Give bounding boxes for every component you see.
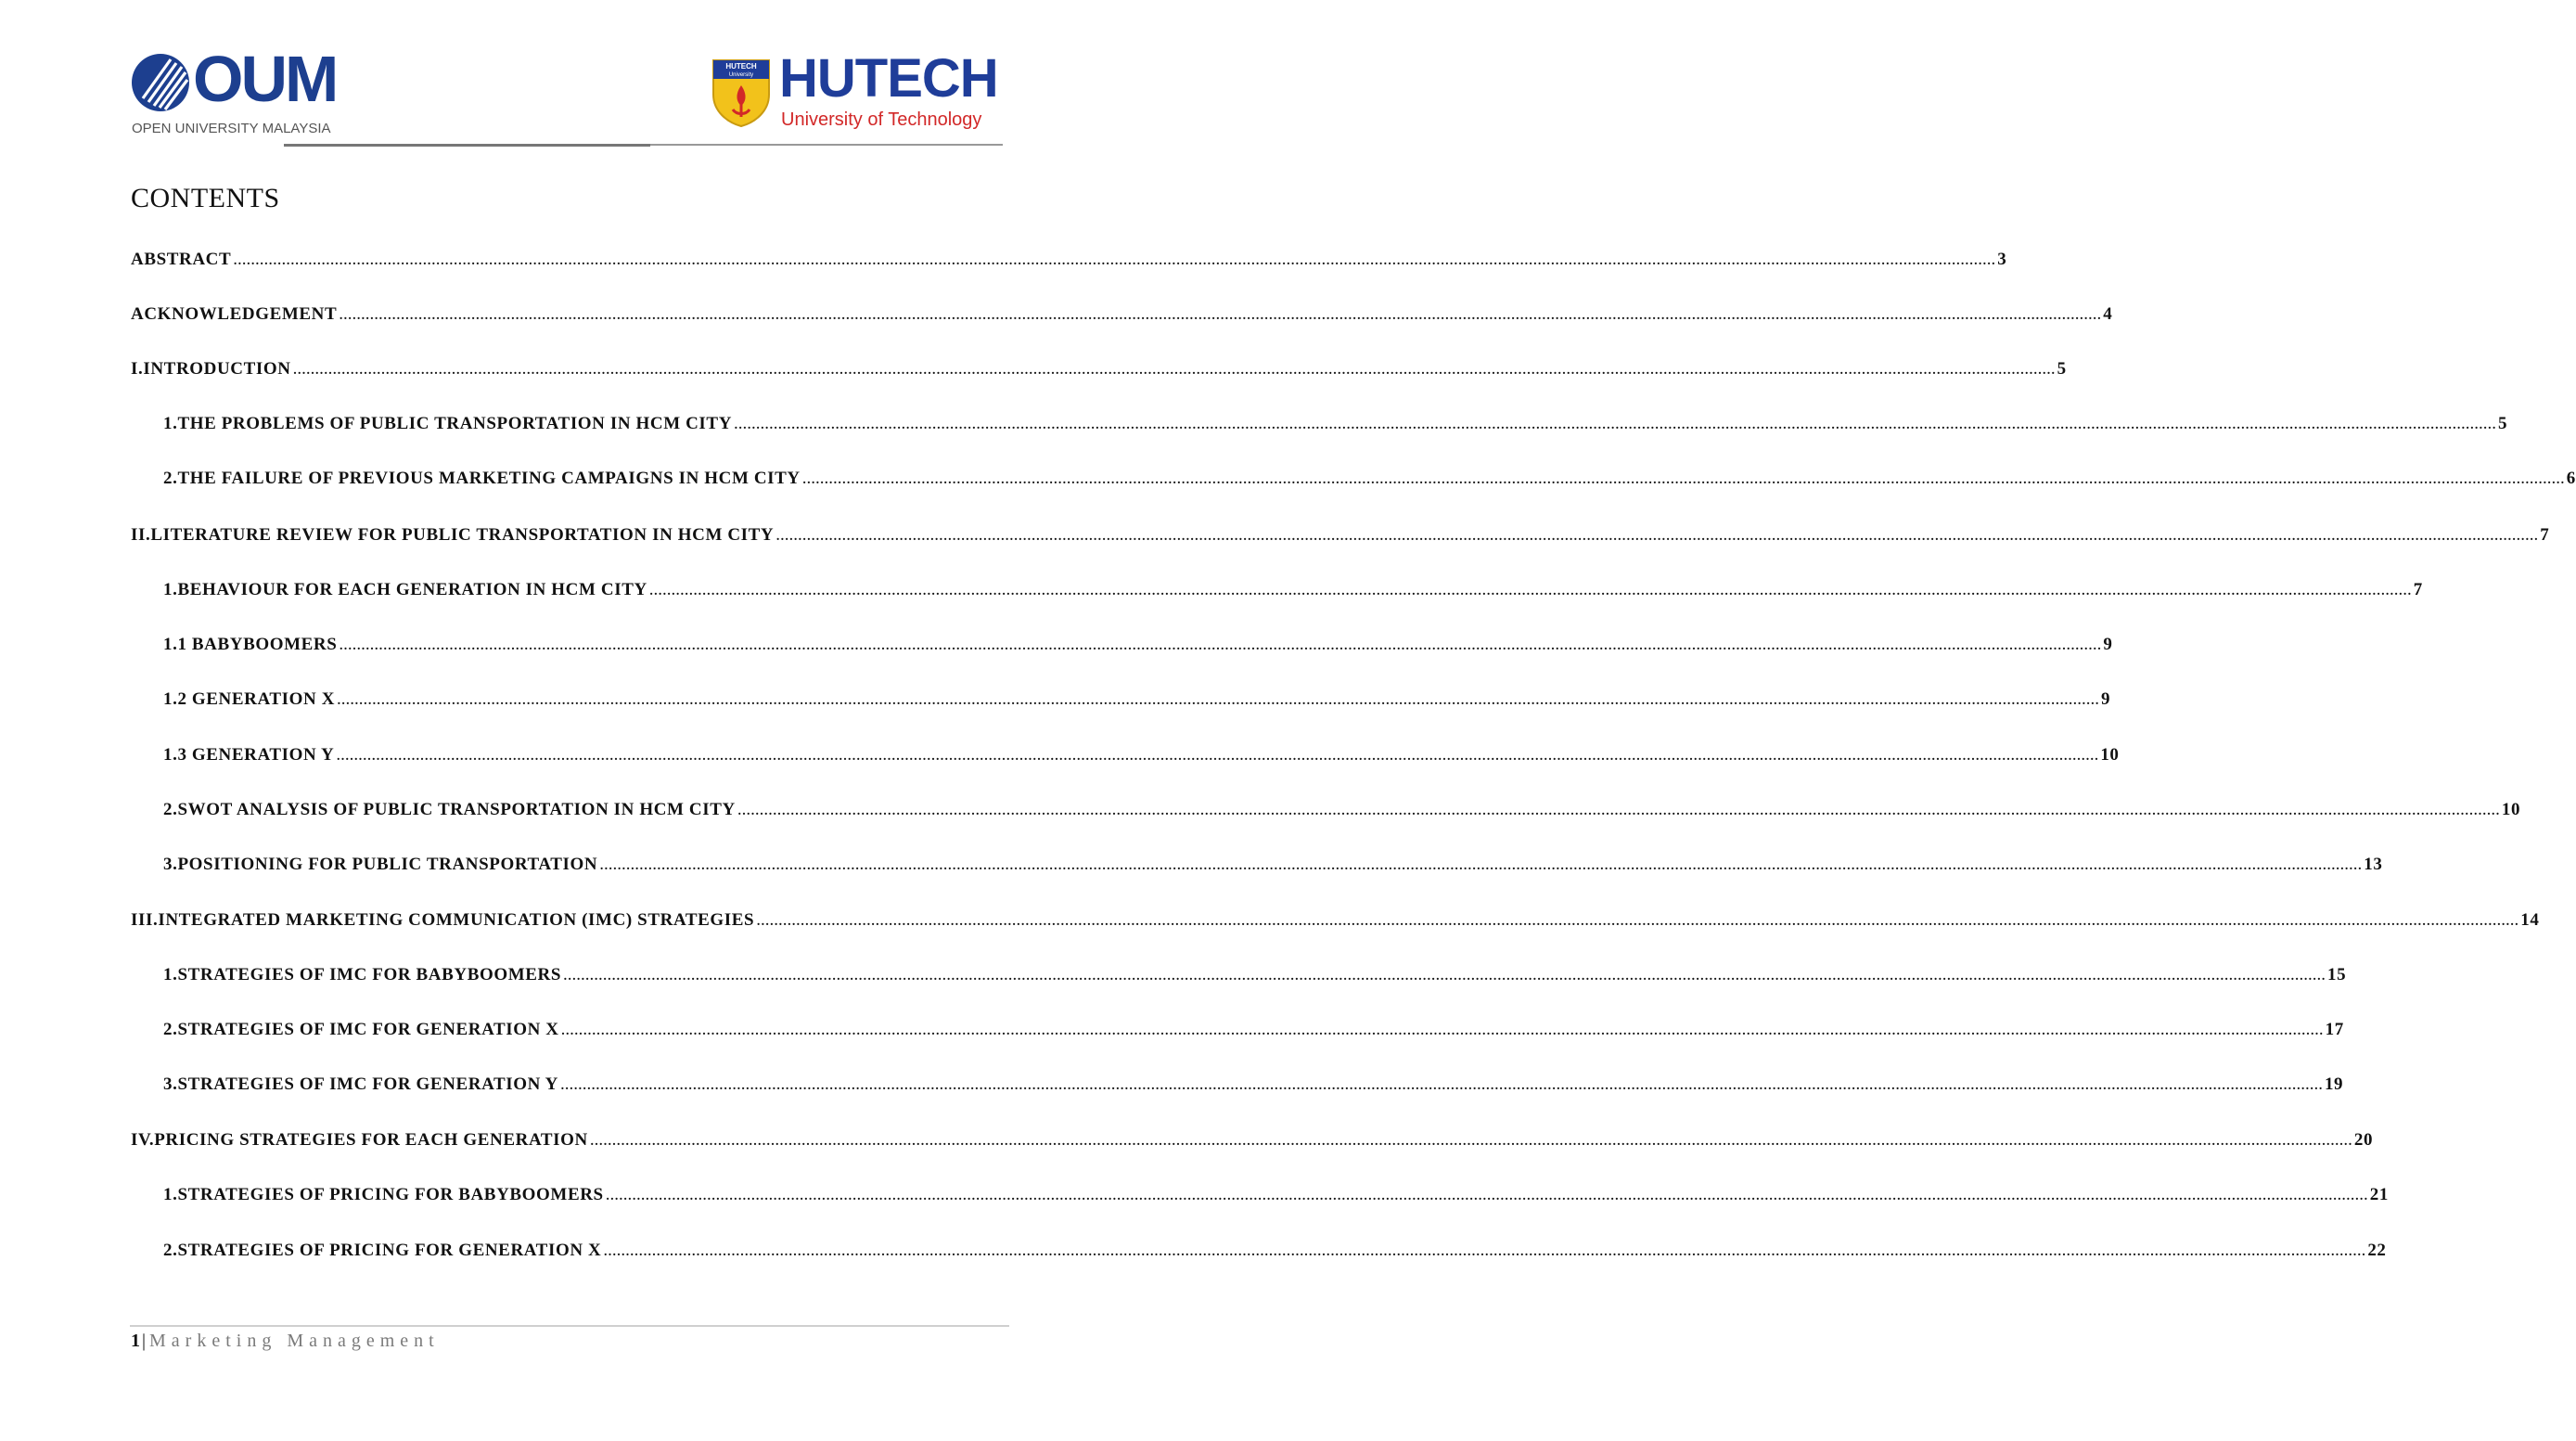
toc-page-number: 22 — [2367, 1241, 2387, 1260]
hutech-badge-line1: HUTECH — [725, 62, 757, 71]
toc-entry-number: II. — [131, 525, 151, 545]
toc-entry-title: INTEGRATED MARKETING COMMUNICATION (IMC) STRATEGIES — [158, 910, 755, 930]
toc-entry-generation-x[interactable] — [163, 689, 2111, 714]
toc-entry-number: 1. — [163, 414, 178, 433]
toc-entry-number: 1. — [163, 965, 178, 984]
toc-entry-title: LITERATURE REVIEW FOR PUBLIC TRANSPORTATION IN HCM CITY — [150, 525, 775, 545]
toc-entry-imc-generation-x[interactable] — [163, 1020, 2344, 1044]
toc-entry-pricing-strategies[interactable] — [131, 1130, 2374, 1154]
toc-entry-title: THE FAILURE OF PREVIOUS MARKETING CAMPAIGNS IN HCM CITY — [177, 469, 801, 488]
toc-page-number: 5 — [2498, 414, 2508, 433]
toc-entry-title: 1.1 BABYBOOMERS — [163, 635, 338, 654]
toc-entry-title: STRATEGIES OF PRICING FOR GENERATION X — [177, 1241, 602, 1260]
toc-leader-dots: ................................................................................................................................................................................................................................................................................................................................................................................................................ — [801, 469, 2565, 488]
oum-wordmark: OUM — [193, 43, 337, 115]
toc-page-number: 14 — [2520, 910, 2540, 930]
toc-page-number: 9 — [2101, 689, 2111, 709]
toc-leader-dots: ................................................................................................................................................................................................................................................................................................................................................................................................................ — [734, 414, 2497, 433]
toc-entry-generation-y[interactable] — [163, 745, 2120, 769]
toc-entry-title: POSITIONING FOR PUBLIC TRANSPORTATION — [177, 855, 598, 874]
toc-leader-dots: ................................................................................................................................................................................................................................................................................................................................................................................................................ — [589, 1130, 2352, 1150]
toc-entry-title: BEHAVIOUR FOR EACH GENERATION IN HCM CITY — [177, 580, 647, 599]
toc-entry-pricing-babyboomers[interactable] — [163, 1185, 2389, 1209]
toc-page-number: 9 — [2103, 635, 2113, 654]
toc-entry-number: I. — [131, 359, 144, 379]
toc-entry-number: 2. — [163, 1241, 178, 1260]
toc-page-number: 3 — [1997, 250, 2007, 269]
toc-entry-literature-review[interactable] — [131, 525, 2550, 549]
toc-leader-dots: ................................................................................................................................................................................................................................................................................................................................................................................................................ — [233, 250, 1996, 269]
page-title: CONTENTS — [131, 183, 280, 213]
toc-entry-number: 1. — [163, 1185, 178, 1204]
toc-page-number: 20 — [2353, 1130, 2374, 1150]
toc-entry-title: STRATEGIES OF PRICING FOR BABYBOOMERS — [177, 1185, 604, 1204]
toc-page-number: 10 — [2501, 800, 2521, 819]
hutech-badge-line2: University — [728, 72, 754, 78]
page-footer — [131, 1331, 440, 1352]
toc-entry-number: 1. — [163, 580, 178, 599]
toc-page-number: 13 — [2364, 855, 2383, 874]
toc-entry-number: IV. — [131, 1130, 155, 1150]
toc-page-number: 19 — [2324, 1074, 2344, 1094]
toc-entry-title: THE PROBLEMS OF PUBLIC TRANSPORTATION IN HCM CITY — [177, 414, 733, 433]
toc-entry-number: 3. — [163, 1074, 178, 1094]
oum-globe-icon — [130, 52, 195, 113]
toc-leader-dots: ................................................................................................................................................................................................................................................................................................................................................................................................................ — [605, 1185, 2368, 1204]
toc-page-number: 21 — [2369, 1185, 2389, 1204]
toc-entry-number: 3. — [163, 855, 178, 874]
toc-entry-failure[interactable] — [163, 469, 2576, 493]
footer-separator: | — [142, 1331, 147, 1351]
oum-subtitle: OPEN UNIVERSITY MALAYSIA — [132, 121, 331, 136]
toc-leader-dots: ................................................................................................................................................................................................................................................................................................................................................................................................................ — [775, 525, 2539, 545]
footer-page-number: 1 — [131, 1331, 140, 1351]
toc-page-number: 10 — [2100, 745, 2120, 765]
page-header — [0, 0, 1113, 158]
toc-leader-dots: ................................................................................................................................................................................................................................................................................................................................................................................................................ — [339, 304, 2102, 324]
toc-leader-dots: ................................................................................................................................................................................................................................................................................................................................................................................................................ — [337, 689, 2100, 709]
toc-entry-abstract[interactable] — [131, 250, 2007, 274]
toc-entry-title: ACKNOWLEDGEMENT — [131, 304, 338, 324]
hutech-shield-icon — [711, 58, 772, 128]
toc-page-number: 15 — [2327, 965, 2347, 984]
toc-entry-number: III. — [131, 910, 159, 930]
toc-entry-title: ABSTRACT — [131, 250, 232, 269]
toc-page-number: 17 — [2325, 1020, 2344, 1039]
toc-entry-title: STRATEGIES OF IMC FOR GENERATION X — [177, 1020, 559, 1039]
toc-leader-dots: ................................................................................................................................................................................................................................................................................................................................................................................................................ — [737, 800, 2500, 819]
toc-leader-dots: ................................................................................................................................................................................................................................................................................................................................................................................................................ — [336, 745, 2099, 765]
toc-page-number: 4 — [2103, 304, 2113, 324]
toc-entry-problems[interactable] — [163, 414, 2508, 438]
toc-entry-title: 1.3 GENERATION Y — [163, 745, 335, 765]
toc-entry-acknowledgement[interactable] — [131, 304, 2113, 328]
toc-leader-dots: ................................................................................................................................................................................................................................................................................................................................................................................................................ — [756, 910, 2519, 930]
toc-entry-imc-strategies[interactable] — [131, 910, 2540, 934]
toc-leader-dots: ................................................................................................................................................................................................................................................................................................................................................................................................................ — [339, 635, 2102, 654]
toc-entry-imc-generation-y[interactable] — [163, 1074, 2344, 1099]
toc-leader-dots: ................................................................................................................................................................................................................................................................................................................................................................................................................ — [559, 1074, 2323, 1094]
hutech-wordmark: HUTECH — [779, 48, 998, 109]
toc-entry-introduction[interactable] — [131, 359, 2067, 383]
toc-page-number: 7 — [2540, 525, 2550, 545]
toc-entry-imc-babyboomers[interactable] — [163, 965, 2347, 989]
toc-entry-title: STRATEGIES OF IMC FOR GENERATION Y — [177, 1074, 558, 1094]
toc-page-number: 6 — [2566, 469, 2576, 488]
toc-leader-dots: ................................................................................................................................................................................................................................................................................................................................................................................................................ — [560, 1020, 2324, 1039]
hutech-logo — [711, 48, 1007, 135]
footer-divider — [130, 1325, 1009, 1327]
toc-entry-number: 2. — [163, 469, 178, 488]
toc-entry-behaviour[interactable] — [163, 580, 2423, 604]
toc-entry-pricing-generation-x[interactable] — [163, 1241, 2387, 1265]
toc-page-number: 5 — [2057, 359, 2067, 379]
toc-entry-number: 2. — [163, 800, 178, 819]
hutech-subtitle: University of Technology — [781, 109, 982, 130]
oum-logo — [130, 43, 352, 145]
toc-entry-number: 2. — [163, 1020, 178, 1039]
toc-entry-title: 1.2 GENERATION X — [163, 689, 336, 709]
toc-leader-dots: ................................................................................................................................................................................................................................................................................................................................................................................................................ — [563, 965, 2326, 984]
toc-leader-dots: ................................................................................................................................................................................................................................................................................................................................................................................................................ — [648, 580, 2412, 599]
toc-leader-dots: ................................................................................................................................................................................................................................................................................................................................................................................................................ — [292, 359, 2056, 379]
toc-entry-title: PRICING STRATEGIES FOR EACH GENERATION — [154, 1130, 588, 1150]
toc-page-number: 7 — [2413, 580, 2423, 599]
header-divider-accent — [284, 144, 650, 147]
toc-leader-dots: ................................................................................................................................................................................................................................................................................................................................................................................................................ — [603, 1241, 2366, 1260]
toc-leader-dots: ................................................................................................................................................................................................................................................................................................................................................................................................................ — [599, 855, 2363, 874]
toc-entry-babyboomers[interactable] — [163, 635, 2113, 659]
toc-entry-title: STRATEGIES OF IMC FOR BABYBOOMERS — [177, 965, 562, 984]
footer-label: Marketing Management — [149, 1331, 440, 1351]
toc-entry-swot[interactable] — [163, 800, 2521, 824]
toc-entry-title: SWOT ANALYSIS OF PUBLIC TRANSPORTATION IN HCM CITY — [177, 800, 736, 819]
toc-entry-positioning[interactable] — [163, 855, 2383, 879]
toc-entry-title: INTRODUCTION — [143, 359, 291, 379]
